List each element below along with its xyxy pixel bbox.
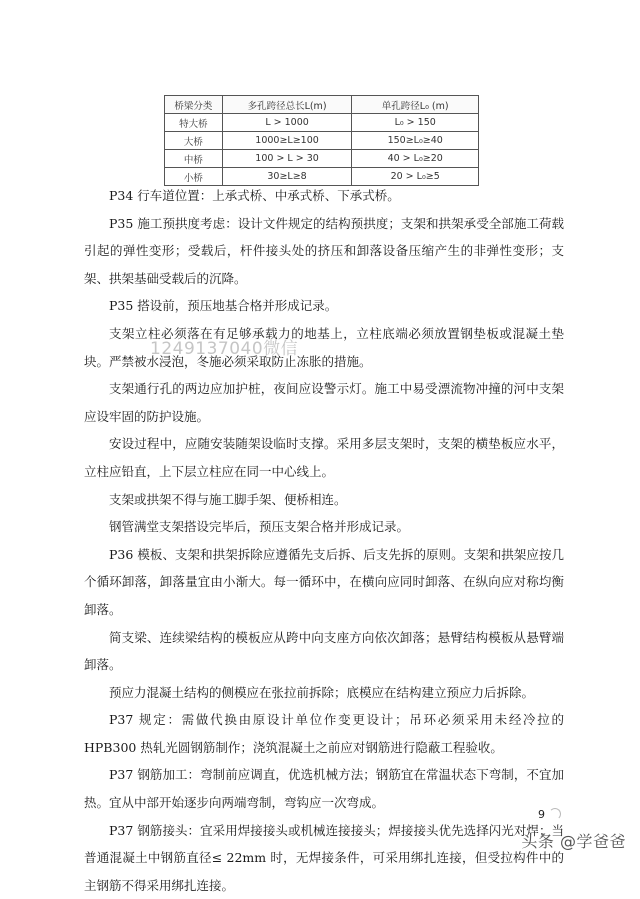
table-cell: 30≥L≥8 bbox=[222, 168, 352, 186]
table-header-cell: 桥梁分类 bbox=[165, 96, 223, 114]
paragraph: P36 模板、支架和拱架拆除应遵循先支后拆、后支先拆的原则。支架和拱架应按几个循环卸落，卸落量宜由小渐大。每一循环中，在横向应同时卸落、在纵向应对称均衡卸落。 bbox=[84, 546, 564, 617]
table-cell: 40 > L₀≥20 bbox=[352, 150, 479, 168]
table-cell: 特大桥 bbox=[165, 114, 223, 132]
page-curl-icon bbox=[549, 808, 561, 820]
paragraph: P37 钢筋加工：弯制前应调直，优选机械方法；钢筋宜在常温状态下弯制，不宜加热。宜从中部开始逐步向两端弯制，弯钩应一次弯成。 bbox=[84, 767, 564, 811]
watermark-text: 1249137040微信 bbox=[150, 339, 299, 359]
table-header-cell: 多孔跨径总长L(m) bbox=[222, 96, 352, 114]
table-cell: 150≥L₀≥40 bbox=[352, 132, 479, 150]
paragraph: 钢管满堂支架搭设完毕后，预压支架合格并形成记录。 bbox=[109, 519, 410, 535]
page-number: 9 bbox=[538, 808, 545, 821]
paragraph: 预应力混凝土结构的侧模应在张拉前拆除；底模应在结构建立预应力后拆除。 bbox=[109, 684, 535, 700]
table-header-cell: 单孔跨径L₀ (m) bbox=[352, 96, 479, 114]
paragraph: 安设过程中，应随安装随架设临时支撑。采用多层支架时，支架的横垫板应水平，立柱应铅直，上下层立柱应在同一中心线上。 bbox=[84, 436, 564, 479]
table-row bbox=[165, 132, 479, 150]
table-row bbox=[165, 114, 479, 132]
table-cell: 中桥 bbox=[165, 150, 223, 168]
table-header-row bbox=[165, 96, 479, 114]
paragraph: 支架通行孔的两边应加护桩，夜间应设警示灯。施工中易受漂流物冲撞的河中支架应设牢固的防护设施。 bbox=[84, 381, 564, 424]
paragraph: P35 施工预拱度考虑：设计文件规定的结构预拱度；支架和拱架承受全部施工荷载引起的弹性变形；受载后，杆件接头处的挤压和卸落设备压缩产生的非弹性变形；支架、拱架基础受载后的沉降。 bbox=[84, 215, 564, 286]
paragraph: P35 搭设前，预压地基合格并形成记录。 bbox=[109, 298, 338, 314]
paragraph: P37 钢筋接头：宜采用焊接接头或机械连接接头；焊接接头优先选择闪光对焊；当普通混凝土中钢筋直径≤ 22mm 时，无焊接条件，可采用绑扎连接，但受拉构件中的主钢筋不得采用绑扎连接。 bbox=[84, 822, 564, 893]
paragraph: 支架或拱架不得与施工脚手架、便桥相连。 bbox=[109, 491, 347, 507]
table-cell: L > 1000 bbox=[222, 114, 352, 132]
table-cell: 大桥 bbox=[165, 132, 223, 150]
paragraph: 支架立柱必须落在有足够承载力的地基上，立柱底端必须放置钢垫板或混凝土垫块。严禁被水浸泡，冬施必须采取防止冻胀的措施。 bbox=[84, 325, 564, 369]
table-cell: 20 > L₀≥5 bbox=[352, 168, 479, 186]
table-cell: 1000≥L≥100 bbox=[222, 132, 352, 150]
table-cell: 100 > L > 30 bbox=[222, 150, 352, 168]
paragraph: P34 行车道位置：上承式桥、中承式桥、下承式桥。 bbox=[109, 188, 400, 203]
table-cell: 小桥 bbox=[165, 168, 223, 186]
footer-brand: 头条 @学爸爸 bbox=[521, 832, 626, 851]
body-text bbox=[84, 182, 564, 899]
paragraph: 简支梁、连续梁结构的模板应从跨中向支座方向依次卸落；悬臂结构模板从悬臂端卸落。 bbox=[84, 629, 564, 673]
table-row bbox=[165, 150, 479, 168]
table-cell: L₀ > 150 bbox=[352, 114, 479, 132]
paragraph: P37 规定：需做代换由原设计单位作变更设计；吊环必须采用未经冷拉的 HPB300 热轧光圆钢筋制作；浇筑混凝土之前应对钢筋进行隐蔽工程验收。 bbox=[84, 712, 564, 755]
bridge-classification-table bbox=[164, 95, 479, 186]
